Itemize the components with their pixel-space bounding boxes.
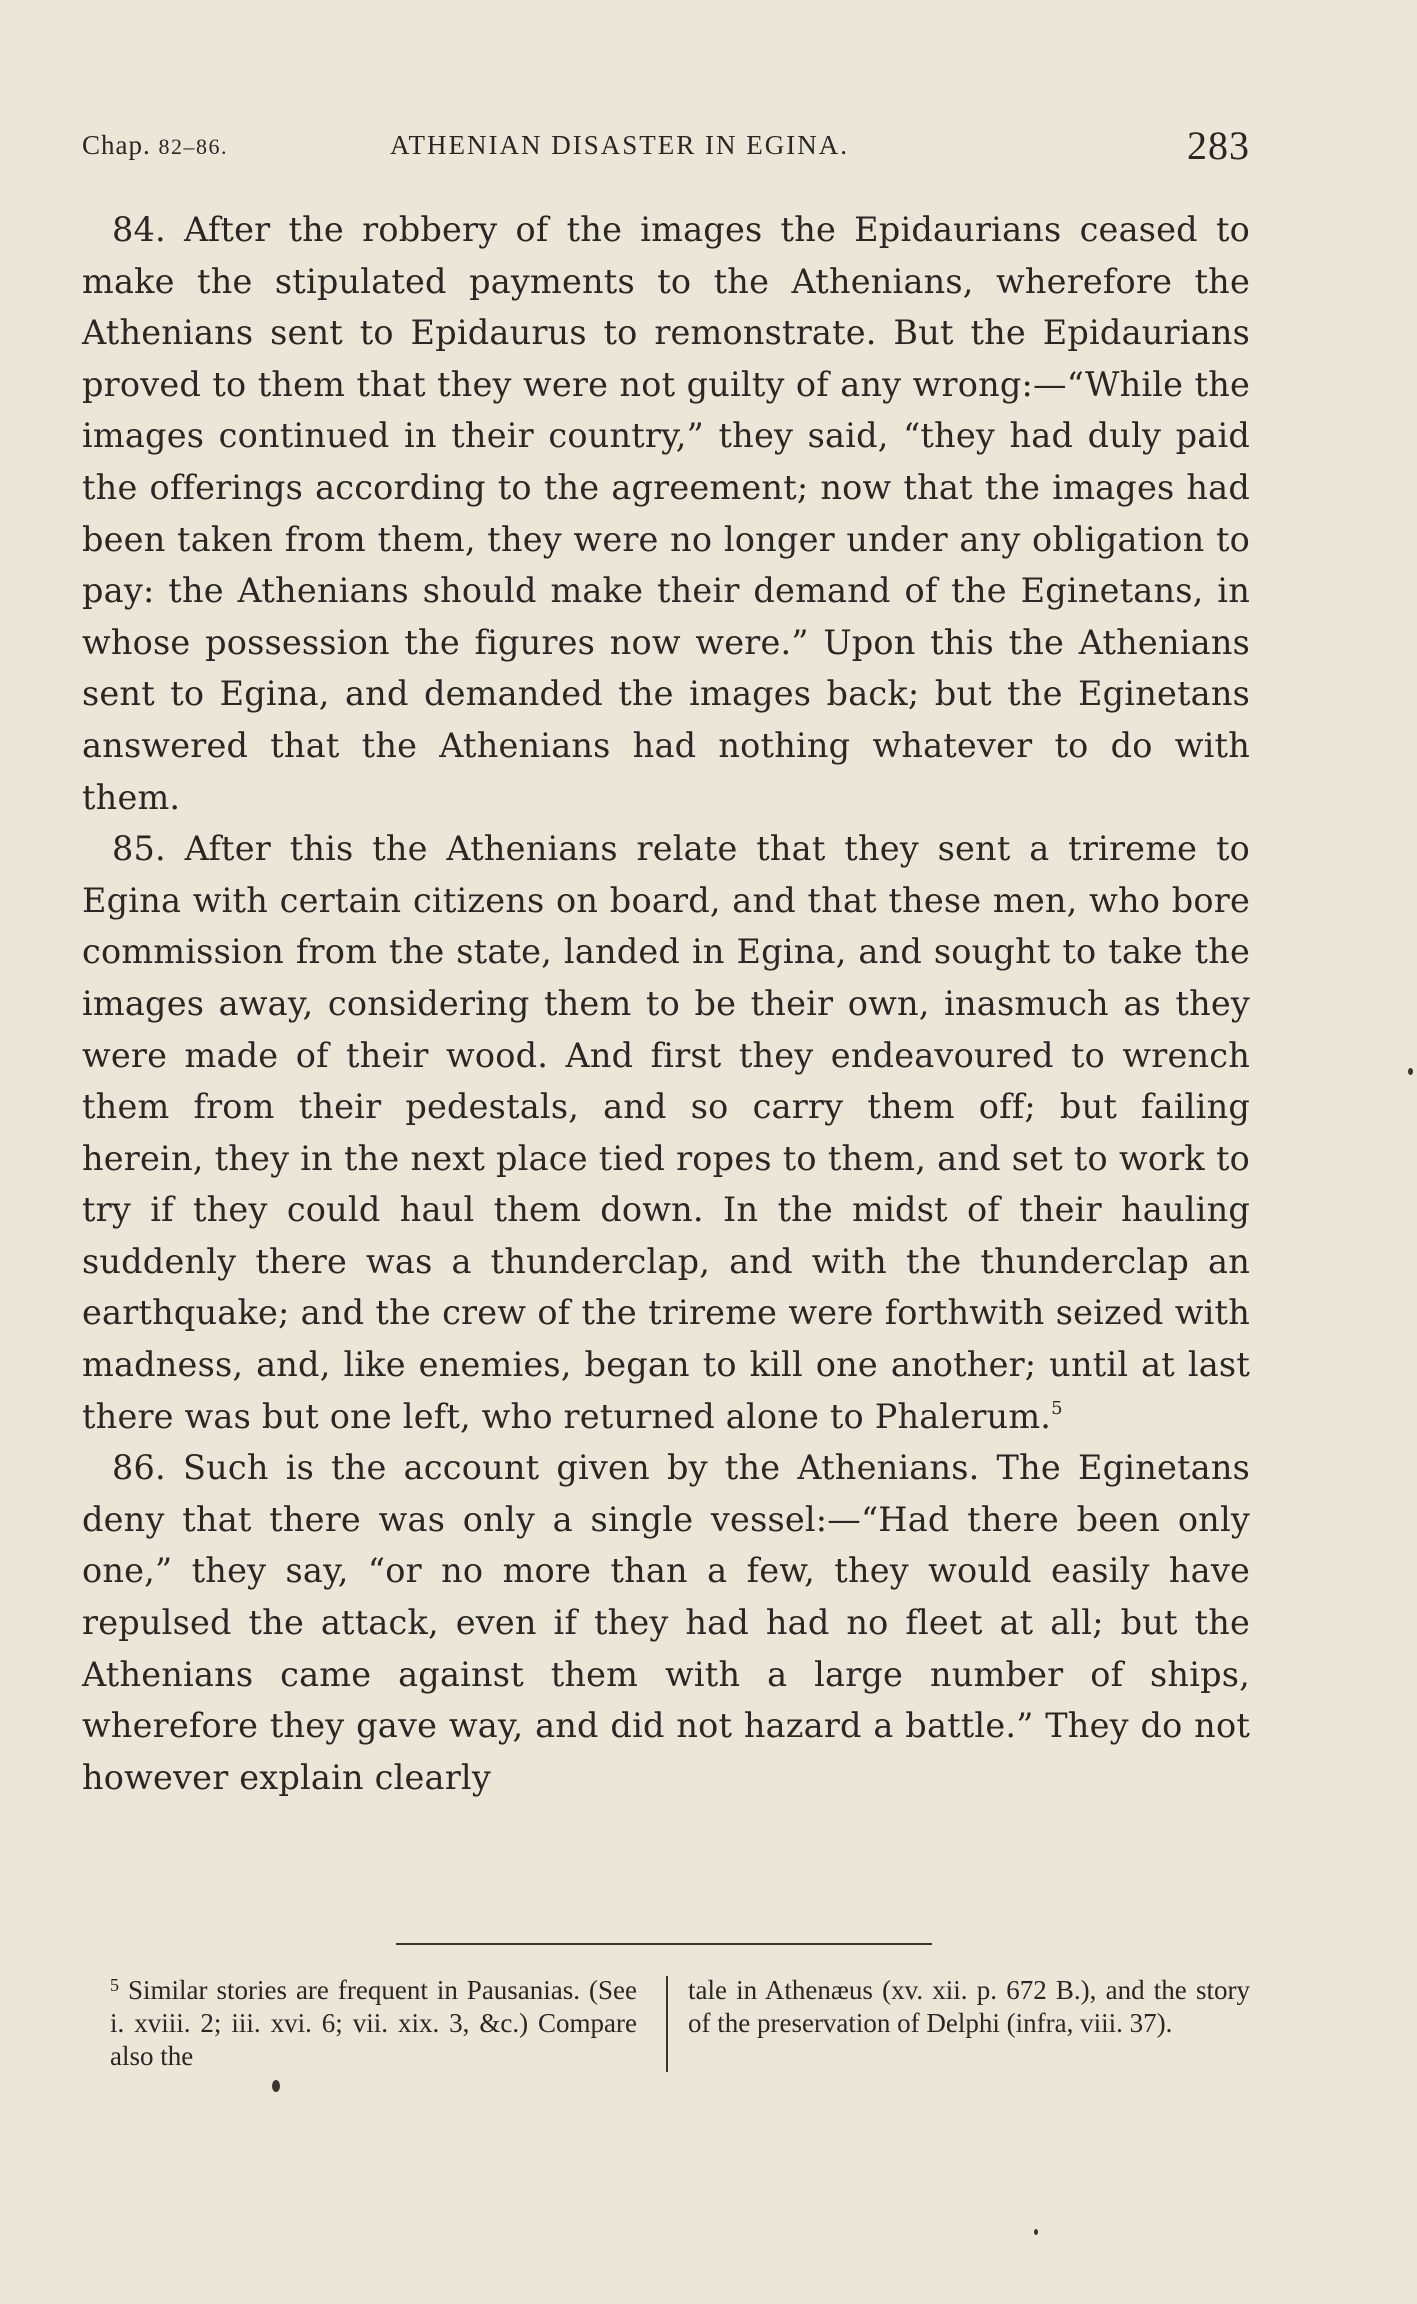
footnote-column-left [110, 1974, 637, 2073]
ink-speck [272, 2080, 280, 2092]
body-text [82, 204, 1250, 1803]
chapter-reference [82, 130, 228, 161]
ink-speck [1034, 2229, 1038, 2235]
paragraph-86-text: 86. Such is the account given by the Athenians. The Eginetans deny that there was only a single vessel:—“Had there been only one,” they say, “or no more than a few, they would easily have repulsed the attack, even if they had had no fleet at all; but the Athenians came against them with a large number of ships, wherefore they gave way, and did not hazard a battle.” They do not however explain clearly [82, 1448, 1250, 1797]
paragraph-84-text: 84. After the robbery of the images the Epidaurians ceased to make the stipulated payments to the Athenians, wherefore the Athenians sent to Epidaurus to remonstrate. But the Epidaurians proved to them that they were not guilty of any wrong:—“While the images continued in their country,” they said, “they had duly paid the offerings according to the agreement; now that the images had been taken from them, they were no longer under any obligation to pay: the Athenians should make their demand of the Eginetans, in whose possession the figures now were.” Upon this the Athenians sent to Egina, and demanded the images back; but the Eginetans answered that the Athenians had nothing whatever to do with them. [82, 210, 1250, 817]
chapter-label: Chap. [82, 130, 151, 160]
footnote-mark: 5 [110, 1975, 119, 1995]
paragraph-86 [82, 1442, 1250, 1803]
chapter-range: 82–86. [158, 134, 228, 159]
footnote-separator-rule [396, 1943, 932, 1945]
footnote-right-text: tale in Athenæus (xv. xii. p. 672 B.), and the story of the preservation of Delphi (infra, viii. 37). [688, 1975, 1250, 2038]
running-title: ATHENIAN DISASTER IN EGINA. [390, 130, 849, 160]
page-number: 283 [1187, 123, 1250, 168]
paragraph-85 [82, 823, 1250, 1442]
footnote-column-right [688, 1974, 1250, 2040]
paragraph-84 [82, 204, 1250, 823]
footnote-left-text: Similar stories are frequent in Pausanias. (See i. xviii. 2; iii. xvi. 6; vii. xix. 3, &c.) Compare also the [110, 1975, 637, 2071]
footnote-reference[interactable]: 5 [1051, 1397, 1063, 1419]
footnotes [110, 1974, 1250, 2074]
running-head [82, 122, 1250, 172]
ink-speck [1408, 1068, 1413, 1075]
paragraph-85-text: 85. After this the Athenians relate that they sent a trireme to Egina with certain citizens on board, and that these men, who bore commission from the state, landed in Egina, and sought to take the images away, considering them to be their own, inasmuch as they were made of their wood. And first they endeavoured to wrench them from their pedestals, and so carry them off; but failing herein, they in the next place tied ropes to them, and set to work to try if they could haul them down. In the midst of their hauling suddenly there was a thunderclap, and with the thunderclap an earthquake; and the crew of the trireme were forthwith seized with madness, and, like enemies, began to kill one another; until at last there was but one left, who returned alone to Phalerum. [82, 829, 1250, 1436]
footnote-column-divider [666, 1976, 668, 2072]
